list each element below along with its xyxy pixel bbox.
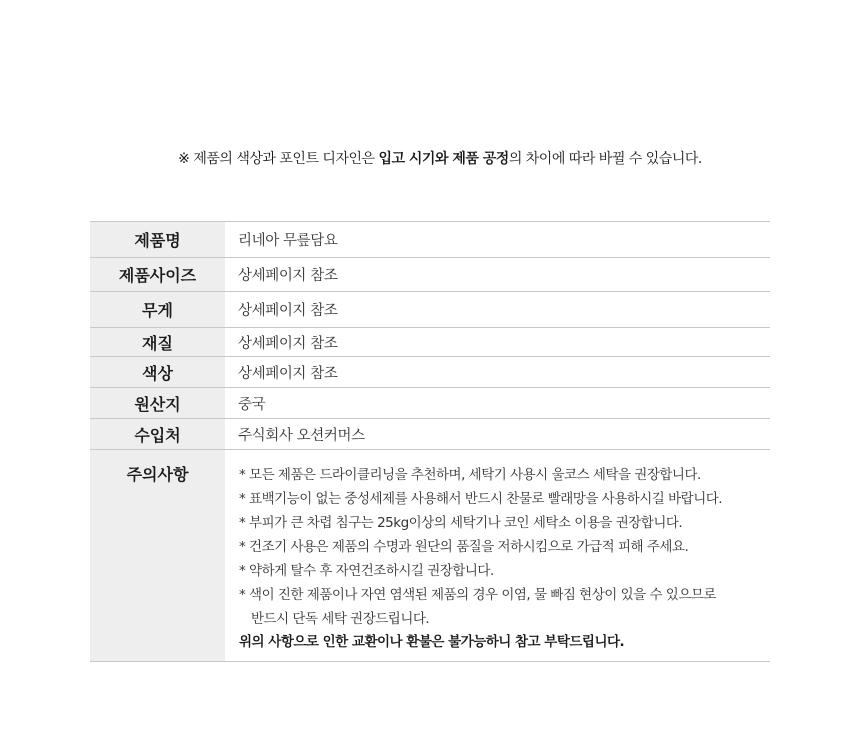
spec-row-origin (90, 388, 770, 419)
notice-text-end: 의 차이에 따라 바뀔 수 있습니다. (508, 151, 702, 167)
notice-emphasis: 입고 시기와 제품 공정 (378, 151, 509, 167)
precaution-line: * 건조기 사용은 제품의 수명과 원단의 품질을 저하시킴으로 가급적 피해 주세요. (239, 539, 689, 555)
precaution-line: * 부피가 큰 차렵 침구는 25kg이상의 세탁기나 코인 세탁소 이용을 권장합니다. (239, 515, 683, 531)
notice-text: ※ 제품의 색상과 포인트 디자인은 (178, 151, 379, 167)
spec-value: 리네아 무릎담요 (238, 233, 338, 249)
spec-value: 상세페이지 참조 (238, 303, 338, 319)
spec-row-weight (90, 292, 770, 328)
product-spec-table (90, 221, 770, 662)
spec-row-name (90, 222, 770, 258)
spec-value: 상세페이지 참조 (238, 335, 338, 352)
refund-policy-notice: 위의 사항으로 인한 교환이나 환불은 불가능하니 참고 부탁드립니다. (239, 634, 625, 650)
spec-row-size (90, 258, 770, 292)
spec-label: 색상 (90, 357, 225, 388)
spec-row-material (90, 328, 770, 357)
spec-label: 제품사이즈 (90, 258, 225, 292)
spec-value: 상세페이지 참조 (238, 268, 338, 284)
product-notice (0, 148, 860, 168)
spec-row-importer (90, 419, 770, 450)
spec-label: 재질 (90, 328, 225, 357)
precaution-line: * 색이 진한 제품이나 자연 염색된 제품의 경우 이염, 물 빠짐 현상이 있을 수 있으므로 (239, 587, 716, 603)
spec-value: 중국 (238, 396, 266, 413)
precaution-line: 반드시 단독 세탁 권장드립니다. (251, 611, 430, 627)
spec-label: 주의사항 (90, 450, 225, 662)
spec-label: 제품명 (90, 222, 225, 258)
spec-value: 주식회사 오션커머스 (238, 427, 365, 444)
precaution-line: * 모든 제품은 드라이클리닝을 추천하며, 세탁기 사용시 울코스 세탁을 권장합니다. (239, 467, 701, 483)
spec-label: 원산지 (90, 388, 225, 419)
spec-label: 수입처 (90, 419, 225, 450)
precaution-line: * 약하게 탈수 후 자연건조하시길 권장합니다. (239, 563, 494, 579)
spec-row-color (90, 357, 770, 388)
precautions-content (225, 450, 770, 662)
spec-label: 무게 (90, 292, 225, 328)
precaution-line: * 표백기능이 없는 중성세제를 사용해서 반드시 찬물로 빨래망을 사용하시길 바랍니다. (239, 491, 723, 507)
spec-row-precautions (90, 450, 770, 662)
spec-value: 상세페이지 참조 (238, 365, 338, 382)
